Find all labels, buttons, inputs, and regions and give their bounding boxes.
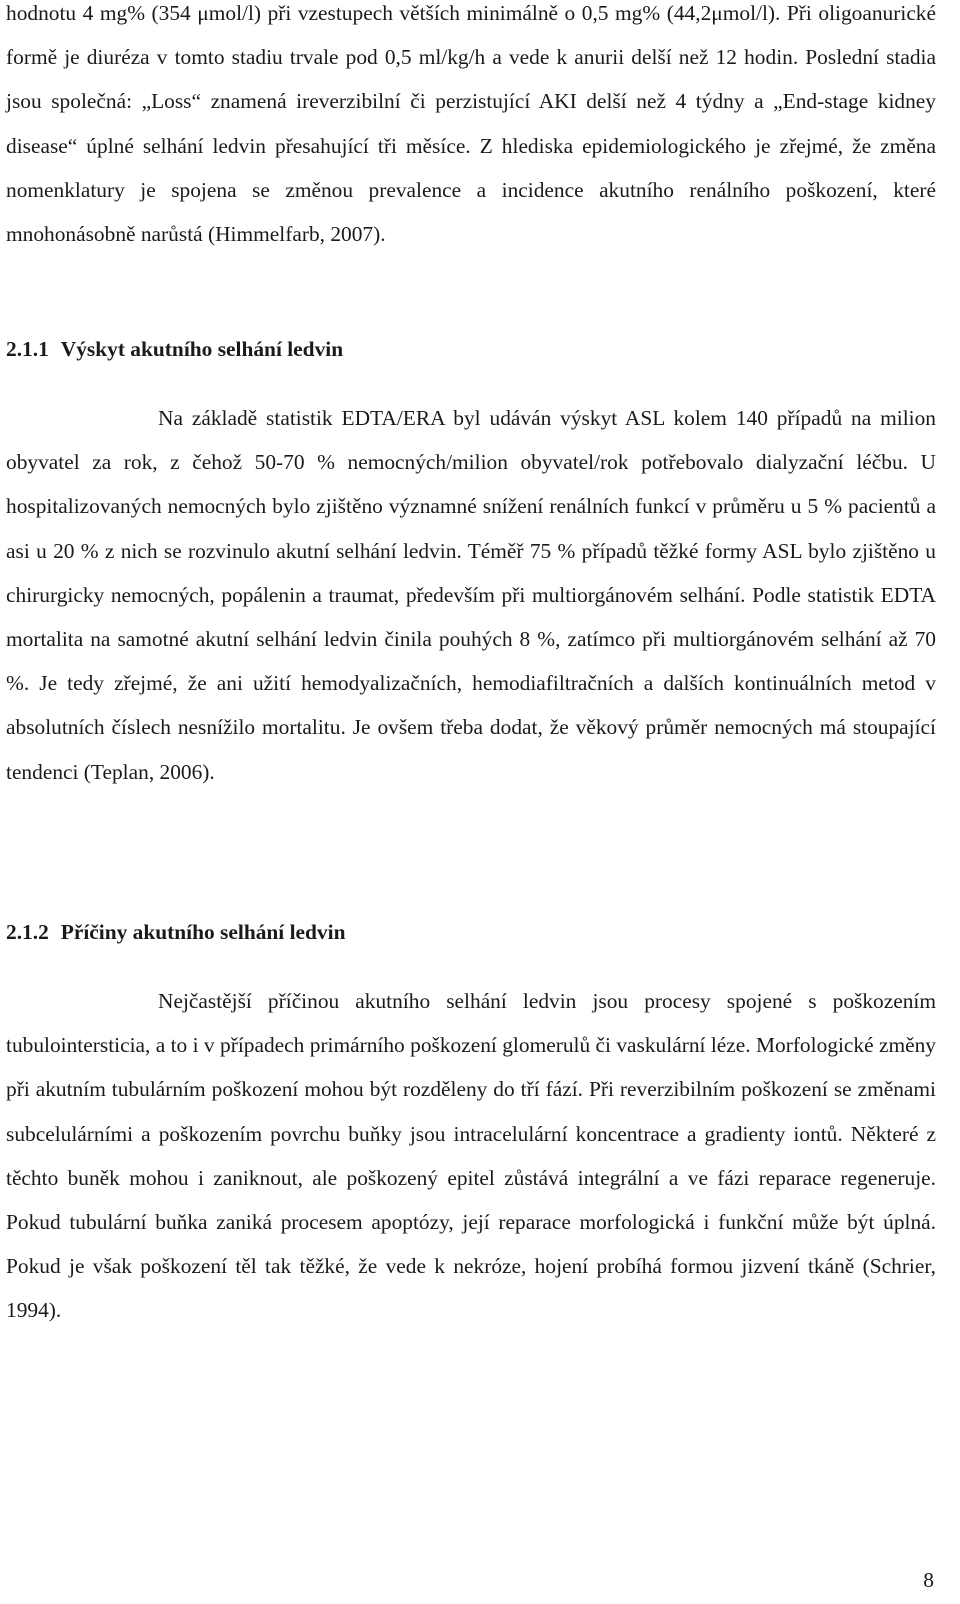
page-number: 8 <box>923 1568 934 1592</box>
section-heading-incidence <box>6 334 343 364</box>
section-number: 2.1.2 <box>6 920 49 944</box>
paragraph-incidence: Na základě statistik EDTA/ERA byl udáván výskyt ASL kolem 140 případů na milion obyvatel za rok, z čehož 50-70 % nemocných/milion obyvatel/rok potřebovalo dialyzační léčbu. U hospitalizovaných nemocných bylo zjištěno významné snížení renálních funkcí v průměru u 5 % pacientů a asi u 20 % z nich se rozvinulo akutní selhání ledvin. Téměř 75 % případů těžké formy ASL bylo zjištěno u chirurgicky nemocných, popálenin a traumat, především při multiorgánovém selhání. Podle statistik EDTA mortalita na samotné akutní selhání ledvin činila pouhých 8 %, zatímco při multiorgánovém selhání až 70 %. Je tedy zřejmé, že ani užití hemodyalizačních, hemodiafiltračních a dalších kontinuálních metod v absolutních číslech nesnížilo mortalitu. Je ovšem třeba dodat, že věkový průměr nemocných má stoupající tendenci (Teplan, 2006). <box>6 406 936 784</box>
section-title: Příčiny akutního selhání ledvin <box>60 920 346 944</box>
section-title: Výskyt akutního selhání ledvin <box>60 337 344 361</box>
section-heading-causes <box>6 917 345 947</box>
paragraph-causes: Nejčastější příčinou akutního selhání ledvin jsou procesy spojené s poškozením tubulointersticia, a to i v případech primárního poškození glomerulů či vaskulární léze. Morfologické změny při akutním tubulárním poškození mohou být rozděleny do tří fází. Při reverzibilním poškození se změnami subcelulárními a poškozením povrchu buňky jsou intracelulární koncentrace a gradienty iontů. Některé z těchto buněk mohou i zaniknout, ale poškozený epitel zůstává integrální a ve fázi reparace regeneruje. Pokud tubulární buňka zaniká procesem apoptózy, její reparace morfologická i funkční může být úplná. Pokud je však poškození těl tak těžké, že vede k nekróze, hojení probíhá formou jizvení tkáně (Schrier, 1994). <box>6 989 936 1323</box>
section-number: 2.1.1 <box>6 337 49 361</box>
paragraph-intro: hodnotu 4 mg% (354 μmol/l) při vzestupech větších minimálně o 0,5 mg% (44,2μmol/l). Při oligoanurické formě je diuréza v tomto stadiu trvale pod 0,5 ml/kg/h a vede k anurii delší než 12 hodin. Poslední stadia jsou společná: „Loss“ znamená ireverzibilní či perzistující AKI delší než 4 týdny a „End-stage kidney disease“ úplné selhání ledvin přesahující tři měsíce. Z hlediska epidemiologického je zřejmé, že změna nomenklatury je spojena se změnou prevalence a incidence akutního renálního poškození, které mnohonásobně narůstá (Himmelfarb, 2007). <box>6 1 936 247</box>
